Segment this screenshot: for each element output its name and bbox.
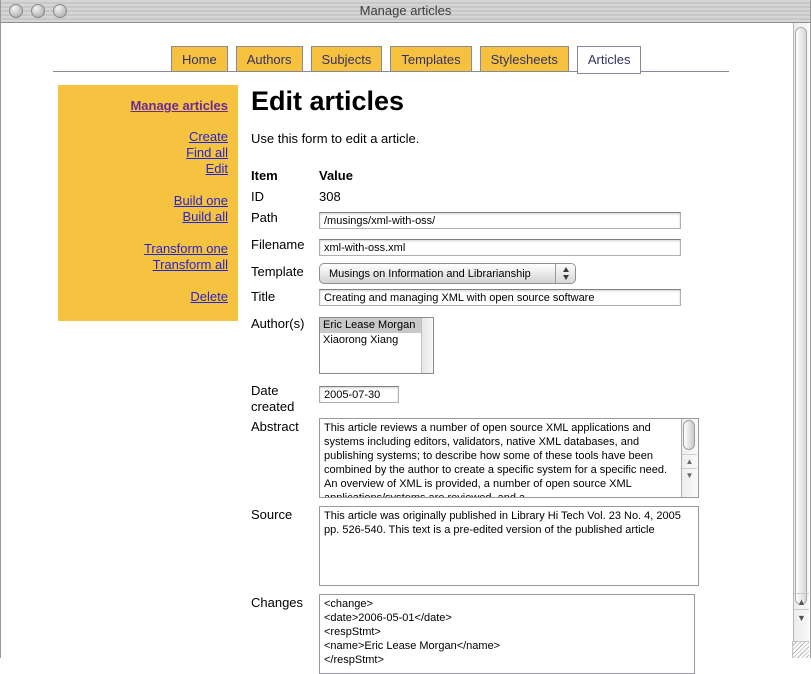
tab-authors[interactable]: Authors — [236, 46, 303, 72]
abstract-scrollbar-thumb[interactable] — [683, 420, 695, 450]
sidebar — [58, 85, 238, 321]
sidebar-item-edit[interactable]: Edit — [205, 161, 228, 176]
tab-stylesheets[interactable]: Stylesheets — [480, 46, 569, 72]
source-field — [319, 506, 699, 586]
author-option[interactable]: Xiaorong Xiang — [323, 334, 399, 346]
sidebar-item-manage-articles[interactable]: Manage articles — [130, 98, 228, 113]
title-input[interactable] — [319, 289, 681, 306]
title-bar[interactable] — [1, 0, 810, 23]
title-label: Title — [251, 289, 276, 304]
date-created-label: Date created — [251, 383, 295, 414]
resize-grip-icon[interactable] — [792, 641, 809, 658]
template-label: Template — [251, 264, 304, 279]
source-label: Source — [251, 507, 293, 522]
column-header-item: Item — [251, 168, 278, 183]
abstract-scrollbar[interactable] — [681, 419, 698, 497]
author-option[interactable]: Eric Lease Morgan — [320, 318, 421, 333]
changes-label: Changes — [251, 595, 304, 610]
page-title: Edit articles — [251, 86, 405, 116]
filename-input[interactable] — [319, 239, 681, 256]
window-title: Manage articles — [359, 3, 452, 18]
sidebar-item-build-all[interactable]: Build all — [182, 209, 228, 224]
window-scrollbar[interactable] — [793, 23, 809, 658]
source-textarea[interactable] — [320, 507, 698, 585]
sidebar-item-create[interactable]: Create — [188, 129, 228, 144]
abstract-scroll-down-icon[interactable]: ▼ — [682, 468, 697, 483]
sidebar-item-build-one[interactable]: Build one — [173, 193, 228, 208]
abstract-label: Abstract — [251, 419, 299, 434]
sidebar-item-transform-all[interactable]: Transform all — [152, 257, 228, 272]
scroll-down-icon[interactable]: ▼ — [794, 609, 809, 626]
authors-listbox[interactable] — [319, 317, 434, 374]
template-select[interactable] — [319, 263, 576, 284]
abstract-scroll-up-icon[interactable]: ▲ — [682, 454, 697, 469]
date-created-input[interactable] — [319, 386, 399, 403]
column-header-value: Value — [319, 168, 353, 183]
scrollbar-thumb[interactable] — [795, 27, 807, 605]
filename-label: Filename — [251, 237, 305, 252]
tab-home[interactable]: Home — [171, 46, 228, 72]
changes-field — [319, 594, 695, 674]
tab-articles[interactable]: Articles — [577, 46, 642, 74]
abstract-field — [319, 418, 699, 498]
tab-subjects[interactable]: Subjects — [311, 46, 383, 72]
intro-text: Use this form to edit a article. — [251, 131, 420, 146]
id-value: 308 — [319, 189, 341, 204]
path-label: Path — [251, 210, 278, 225]
sidebar-item-find-all[interactable]: Find all — [186, 145, 228, 160]
path-input[interactable] — [319, 212, 681, 229]
sidebar-item-delete[interactable]: Delete — [190, 289, 228, 304]
popup-arrows-icon — [555, 264, 575, 283]
abstract-textarea[interactable] — [320, 419, 681, 497]
sidebar-item-transform-one[interactable]: Transform one — [143, 241, 228, 256]
changes-textarea[interactable] — [320, 595, 694, 673]
id-label: ID — [251, 189, 264, 204]
tab-bar — [171, 46, 641, 74]
authors-label: Author(s) — [251, 316, 305, 331]
template-selected-value: Musings on Information and Librarianship — [329, 267, 531, 280]
tab-templates[interactable]: Templates — [390, 46, 471, 72]
listbox-scrollbar[interactable] — [421, 318, 433, 373]
scroll-up-icon[interactable]: ▲ — [794, 593, 809, 610]
